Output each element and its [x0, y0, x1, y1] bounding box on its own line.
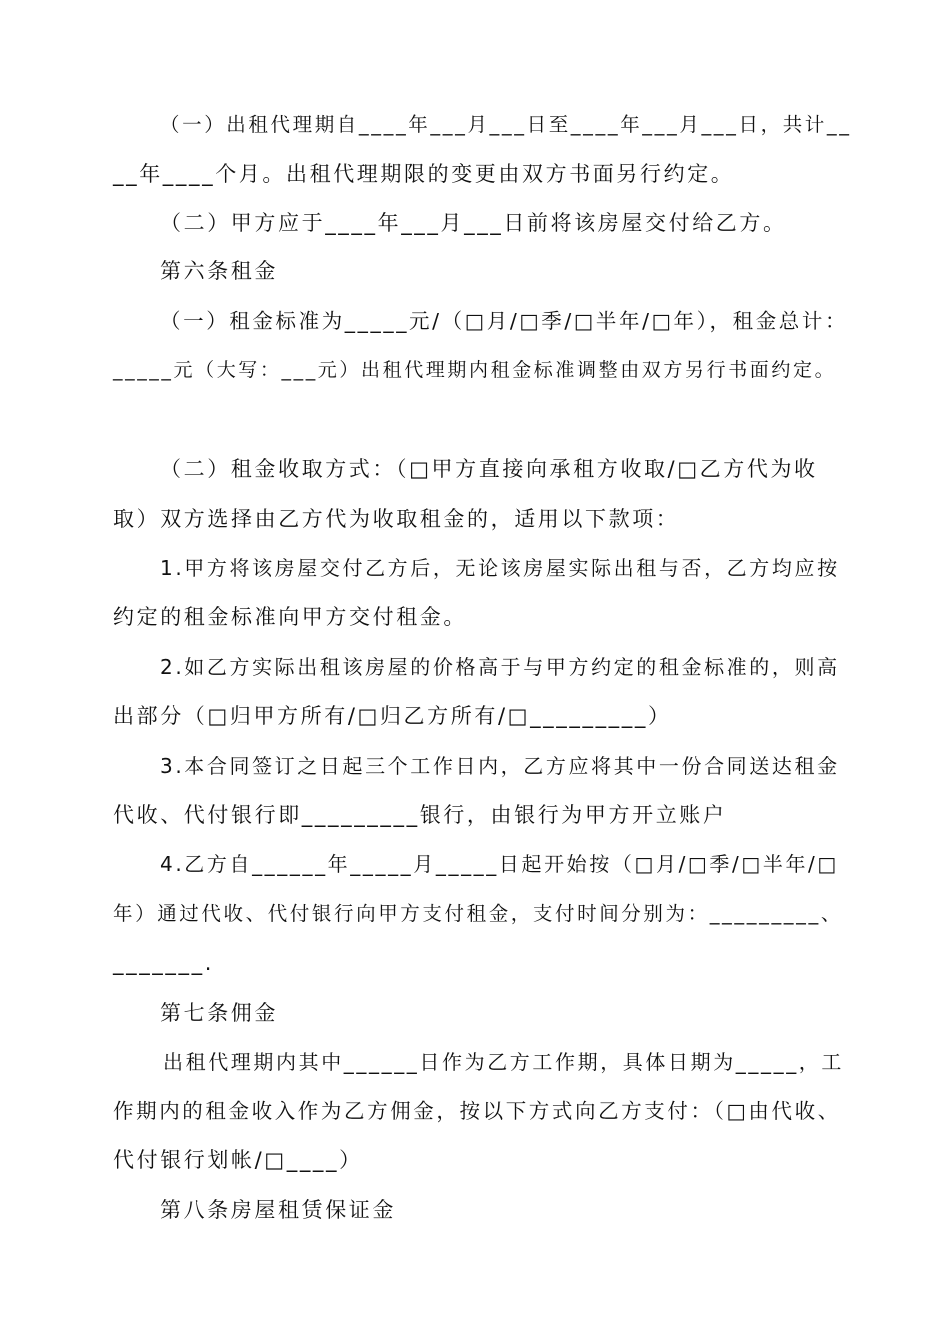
paragraph-line: 作期内的租金收入作为乙方佣金，按以下方式向乙方支付：（□由代收、	[113, 1099, 841, 1123]
paragraph-line: （二）租金收取方式：（□甲方直接向承租方收取/□乙方代为收	[160, 457, 818, 481]
paragraph-line: 出租代理期内其中______日作为乙方工作期，具体日期为_____，工	[163, 1050, 844, 1074]
paragraph-line: _______.	[113, 951, 214, 975]
paragraph-line: 2.如乙方实际出租该房屋的价格高于与甲方约定的租金标准的，则高	[160, 655, 840, 679]
paragraph-line: 约定的租金标准向甲方交付租金。	[113, 605, 467, 629]
section-heading: 第七条佣金	[160, 1001, 278, 1025]
paragraph-line: 1.甲方将该房屋交付乙方后，无论该房屋实际出租与否，乙方均应按	[160, 556, 840, 580]
paragraph-line: 年）通过代收、代付银行向甲方支付租金，支付时间分别为：_________、	[113, 902, 843, 925]
paragraph-line: （二）甲方应于____年___月___日前将该房屋交付给乙方。	[160, 211, 787, 235]
section-heading: 第六条租金	[160, 259, 278, 283]
paragraph-line: 4.乙方自______年_____月_____日起开始按（□月/□季/□半年/□	[160, 852, 839, 876]
paragraph-line: _____元（大写：___元）出租代理期内租金标准调整由双方另行书面约定。	[113, 359, 837, 381]
paragraph-line: 代收、代付银行即_________银行，由银行为甲方开立账户	[113, 803, 727, 827]
paragraph-line: 出部分（□归甲方所有/□归乙方所有/□_________）	[113, 704, 672, 728]
paragraph-line: （一）租金标准为_____元/（□月/□季/□半年/□年），租金总计：	[160, 309, 849, 333]
paragraph-line: __年____个月。出租代理期限的变更由双方书面另行约定。	[113, 162, 735, 186]
paragraph-line: 3.本合同签订之日起三个工作日内，乙方应将其中一份合同送达租金	[160, 754, 840, 778]
paragraph-line: （一）出租代理期自____年___月___日至____年___月___日，共计__	[160, 113, 852, 136]
paragraph-line: 代付银行划帐/□____）	[113, 1148, 363, 1172]
paragraph-line: 取）双方选择由乙方代为收取租金的，适用以下款项：	[113, 507, 680, 531]
section-heading: 第八条房屋租赁保证金	[160, 1198, 396, 1222]
